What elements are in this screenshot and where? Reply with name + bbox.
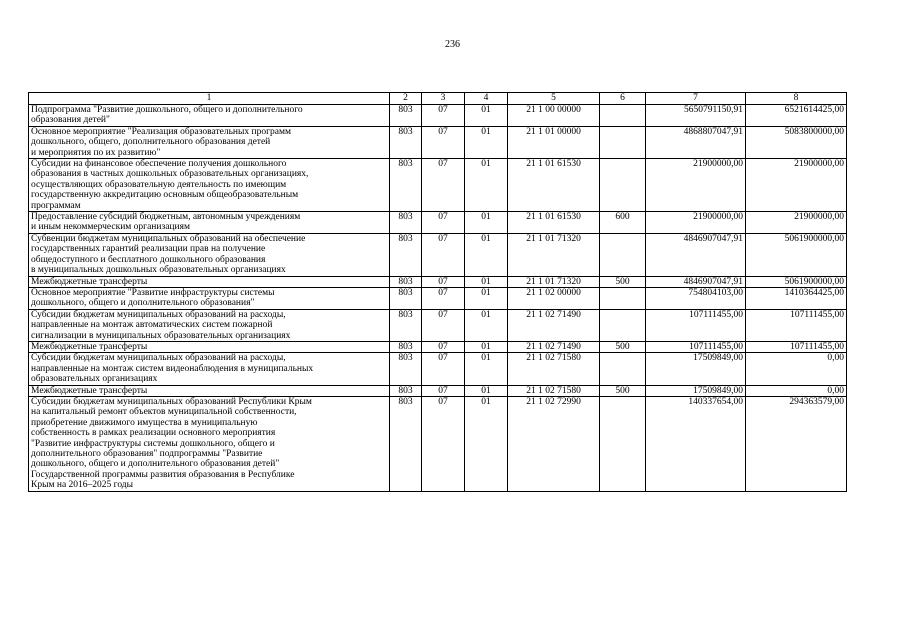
- subsection-code: 01: [465, 126, 508, 158]
- subsection-code: 01: [465, 159, 508, 212]
- expense-type-code: [600, 233, 646, 276]
- amount-col-8: 1410364425,00: [746, 287, 847, 309]
- table-row: [29, 287, 847, 309]
- row-name-line: Субсидии на финансовое обеспечение получения дошкольного: [31, 159, 287, 170]
- ministry-code: 803: [390, 233, 422, 276]
- row-name: [29, 105, 390, 127]
- subsection-code: 01: [465, 233, 508, 276]
- row-name-line: Предоставление субсидий бюджетным, автономным учреждениям: [31, 212, 301, 223]
- subsection-code: 01: [465, 276, 508, 287]
- row-name-line: направленные на монтаж систем видеонаблюдения в муниципальных: [31, 363, 314, 374]
- target-article-code: 21 1 02 00000: [508, 287, 600, 309]
- row-name: [29, 353, 390, 385]
- row-name: [29, 396, 390, 491]
- row-name-line: дополнительного образования" подпрограммы "Развитие: [31, 449, 263, 459]
- section-code: 07: [422, 159, 465, 212]
- row-name-line: образования детей": [31, 115, 110, 126]
- table-row: [29, 159, 847, 212]
- section-code: 07: [422, 309, 465, 341]
- table-row: [29, 105, 847, 127]
- row-name: [29, 287, 390, 309]
- target-article-code: 21 1 02 71580: [508, 353, 600, 385]
- target-article-code: 21 1 02 71580: [508, 385, 600, 396]
- amount-col-7: 21900000,00: [646, 159, 746, 212]
- column-header: 7: [646, 93, 746, 105]
- row-name-line: в муниципальных дошкольных образовательных организациях: [31, 265, 286, 276]
- row-name-line: Межбюджетные трансферты: [31, 385, 148, 396]
- section-code: 07: [422, 353, 465, 385]
- expense-type-code: [600, 287, 646, 309]
- table-row: [29, 126, 847, 158]
- expense-type-code: [600, 309, 646, 341]
- row-name-line: Субвенции бюджетам муниципальных образований на обеспечение: [31, 233, 306, 244]
- row-name-line: Основное мероприятие "Реализация образовательных программ: [31, 126, 291, 137]
- expense-type-code: [600, 353, 646, 385]
- ministry-code: 803: [390, 341, 422, 352]
- row-name-line: и мероприятия по их развитию": [31, 147, 161, 158]
- table-row: [29, 276, 847, 287]
- column-header: 1: [29, 93, 390, 105]
- ministry-code: 803: [390, 212, 422, 234]
- section-code: 07: [422, 105, 465, 127]
- ministry-code: 803: [390, 276, 422, 287]
- column-header: 2: [390, 93, 422, 105]
- section-code: 07: [422, 396, 465, 491]
- expense-type-code: 500: [600, 385, 646, 396]
- ministry-code: 803: [390, 126, 422, 158]
- row-name-line: направленные на монтаж автоматических систем пожарной: [31, 320, 273, 331]
- subsection-code: 01: [465, 212, 508, 234]
- target-article-code: 21 1 01 71320: [508, 233, 600, 276]
- row-name-line: Межбюджетные трансферты: [31, 276, 148, 287]
- row-name-line: сигнализации в муниципальных образовательных организациях: [31, 330, 291, 341]
- amount-col-8: 5061900000,00: [746, 276, 847, 287]
- amount-col-8: 0,00: [746, 385, 847, 396]
- amount-col-7: 17509849,00: [646, 385, 746, 396]
- section-code: 07: [422, 287, 465, 309]
- row-name: [29, 385, 390, 396]
- row-name-line: дошкольного, общего, дополнительного образования детей: [31, 137, 271, 148]
- ministry-code: 803: [390, 353, 422, 385]
- expense-type-code: [600, 126, 646, 158]
- ministry-code: 803: [390, 309, 422, 341]
- row-name-line: государственных гарантий реализации прав на получение: [31, 244, 266, 255]
- section-code: 07: [422, 212, 465, 234]
- subsection-code: 01: [465, 341, 508, 352]
- subsection-code: 01: [465, 309, 508, 341]
- amount-col-7: 754804103,00: [646, 287, 746, 309]
- row-name: [29, 276, 390, 287]
- expense-type-code: [600, 105, 646, 127]
- ministry-code: 803: [390, 287, 422, 309]
- section-code: 07: [422, 126, 465, 158]
- section-code: 07: [422, 341, 465, 352]
- row-name: [29, 233, 390, 276]
- amount-col-7: 4846907047,91: [646, 233, 746, 276]
- amount-col-7: 107111455,00: [646, 309, 746, 341]
- amount-col-8: 107111455,00: [746, 341, 847, 352]
- row-name-line: и иным некоммерческим организациям: [31, 222, 190, 233]
- subsection-code: 01: [465, 385, 508, 396]
- row-name-line: Основное мероприятие "Развитие инфраструктуры системы: [31, 287, 275, 298]
- row-name-line: образования в частных дошкольных образовательных организациях,: [31, 169, 309, 180]
- budget-table: [28, 92, 847, 492]
- row-name-line: Крым на 2016–2025 годы: [31, 480, 134, 491]
- column-header: 8: [746, 93, 847, 105]
- amount-col-7: 107111455,00: [646, 341, 746, 352]
- target-article-code: 21 1 01 00000: [508, 126, 600, 158]
- row-name-line: образовательных организациях: [31, 374, 158, 385]
- amount-col-7: 4846907047,91: [646, 276, 746, 287]
- amount-col-7: 4868807047,91: [646, 126, 746, 158]
- expense-type-code: [600, 396, 646, 491]
- row-name-line: Подпрограмма "Развитие дошкольного, общего и дополнительного: [31, 105, 303, 115]
- ministry-code: 803: [390, 105, 422, 127]
- section-code: 07: [422, 276, 465, 287]
- table-body: [29, 105, 847, 492]
- target-article-code: 21 1 00 00000: [508, 105, 600, 127]
- row-name-line: дошкольного, общего и дополнительного образования детей": [31, 459, 280, 470]
- row-name: [29, 309, 390, 341]
- row-name-line: приобретение движимого имущества в муниципальную: [31, 417, 258, 428]
- row-name-line: дошкольного, общего и дополнительного образования": [31, 298, 255, 309]
- amount-col-8: 0,00: [746, 353, 847, 385]
- amount-col-8: 5083800000,00: [746, 126, 847, 158]
- table-row: [29, 212, 847, 234]
- row-name-line: на капитальный ремонт объектов муниципальной собственности,: [31, 407, 297, 418]
- expense-type-code: 500: [600, 341, 646, 352]
- amount-col-8: 294363579,00: [746, 396, 847, 491]
- expense-type-code: [600, 159, 646, 212]
- ministry-code: 803: [390, 385, 422, 396]
- subsection-code: 01: [465, 287, 508, 309]
- amount-col-8: 6521614425,00: [746, 105, 847, 127]
- expense-type-code: 500: [600, 276, 646, 287]
- amount-col-7: 140337654,00: [646, 396, 746, 491]
- page-number: 236: [445, 39, 460, 50]
- amount-col-8: 21900000,00: [746, 159, 847, 212]
- subsection-code: 01: [465, 396, 508, 491]
- amount-col-7: 21900000,00: [646, 212, 746, 234]
- table-row: [29, 309, 847, 341]
- target-article-code: 21 1 02 71490: [508, 341, 600, 352]
- amount-col-8: 21900000,00: [746, 212, 847, 234]
- row-name: [29, 212, 390, 234]
- target-article-code: 21 1 02 72990: [508, 396, 600, 491]
- column-header: 6: [600, 93, 646, 105]
- row-name-line: "Развитие инфраструктуры системы дошкольного, общего и: [31, 438, 275, 449]
- target-article-code: 21 1 01 61530: [508, 159, 600, 212]
- amount-col-8: 5061900000,00: [746, 233, 847, 276]
- row-name-line: Субсидии бюджетам муниципальных образований на расходы,: [31, 309, 286, 320]
- row-name-line: Субсидии бюджетам муниципальных образований Республики Крым: [31, 396, 312, 407]
- subsection-code: 01: [465, 105, 508, 127]
- header-row: [29, 93, 847, 105]
- target-article-code: 21 1 02 71490: [508, 309, 600, 341]
- row-name-line: собственность в рамках реализации основного мероприятия: [31, 428, 276, 439]
- target-article-code: 21 1 01 61530: [508, 212, 600, 234]
- row-name: [29, 159, 390, 212]
- column-header: 4: [465, 93, 508, 105]
- amount-col-7: 5650791150,91: [646, 105, 746, 127]
- table-row: [29, 353, 847, 385]
- ministry-code: 803: [390, 396, 422, 491]
- table-row: [29, 385, 847, 396]
- column-header: 3: [422, 93, 465, 105]
- amount-col-8: 107111455,00: [746, 309, 847, 341]
- row-name-line: Государственной программы развития образования в Республике: [31, 469, 295, 480]
- row-name: [29, 126, 390, 158]
- ministry-code: 803: [390, 159, 422, 212]
- column-header: 5: [508, 93, 600, 105]
- table-row: [29, 341, 847, 352]
- row-name: [29, 341, 390, 352]
- row-name-line: общедоступного и бесплатного дошкольного образования: [31, 254, 266, 265]
- table-row: [29, 396, 847, 491]
- amount-col-7: 17509849,00: [646, 353, 746, 385]
- table-row: [29, 233, 847, 276]
- section-code: 07: [422, 385, 465, 396]
- row-name-line: государственную аккредитацию основным общеобразовательным: [31, 190, 299, 201]
- row-name-line: Субсидии бюджетам муниципальных образований на расходы,: [31, 353, 286, 364]
- subsection-code: 01: [465, 353, 508, 385]
- row-name-line: Межбюджетные трансферты: [31, 341, 148, 352]
- row-name-line: осуществляющих образовательную деятельность по имеющим: [31, 179, 287, 190]
- target-article-code: 21 1 01 71320: [508, 276, 600, 287]
- section-code: 07: [422, 233, 465, 276]
- expense-type-code: 600: [600, 212, 646, 234]
- row-name-line: программам: [31, 200, 81, 211]
